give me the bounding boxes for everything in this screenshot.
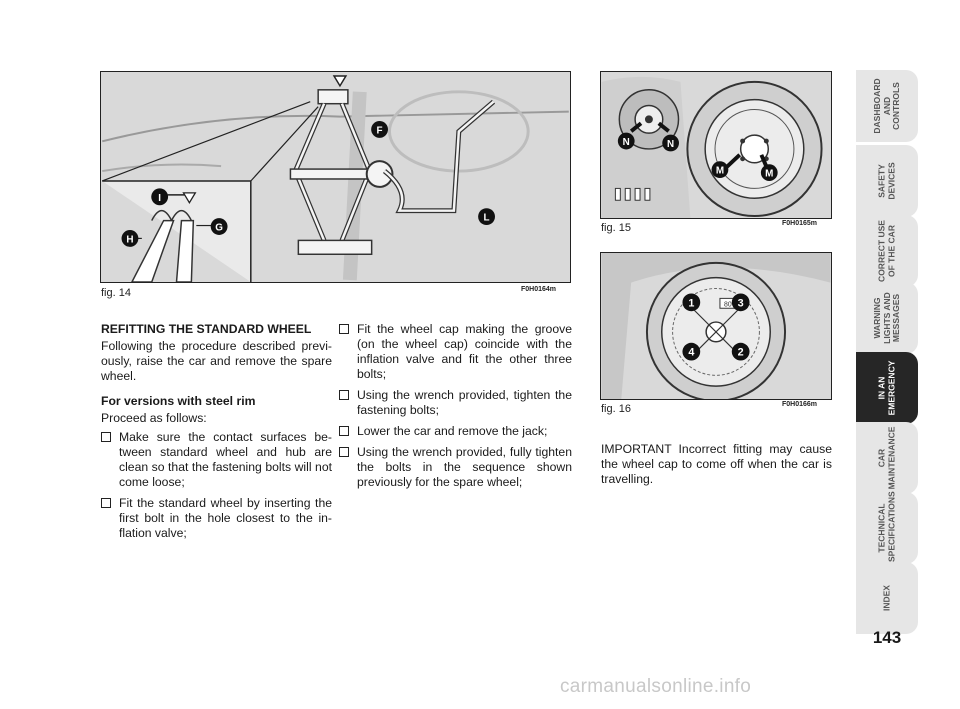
tab-in-an-emergency[interactable]: IN AN EMERGENCY bbox=[856, 352, 918, 424]
middle-column bbox=[339, 322, 572, 496]
callout-h: H bbox=[126, 234, 134, 246]
bolt-2-label: 2 bbox=[737, 346, 744, 359]
checkbox-bullet-icon bbox=[101, 432, 111, 442]
callout-g: G bbox=[215, 222, 223, 234]
bolt-sequence-illustration bbox=[601, 253, 831, 399]
fig-15-caption: fig. 15 bbox=[601, 222, 631, 234]
figure-15 bbox=[600, 71, 832, 219]
callout-m-right: M bbox=[765, 168, 774, 180]
important-note: IMPORTANT Incorrect fitting may cause the wheel cap to come off when the car is travelling. bbox=[601, 442, 832, 486]
fig-16-code: F0H0166m bbox=[782, 401, 818, 408]
watermark: carmanualsonline.info bbox=[560, 676, 752, 697]
callout-m-left: M bbox=[715, 165, 725, 177]
list-item: Fit the wheel cap making the groove (on the wheel cap) coincide with the inflation valve and fit the other three bolts; bbox=[339, 322, 572, 382]
figure-14 bbox=[100, 71, 571, 283]
fig-14-code: F0H0164m bbox=[521, 286, 557, 293]
callout-i: I bbox=[158, 192, 162, 204]
callout-f: F bbox=[376, 125, 383, 137]
tab-safety-devices[interactable]: SAFETY DEVICES bbox=[856, 145, 918, 217]
jack-illustration bbox=[101, 72, 570, 282]
bolt-1-label: 1 bbox=[688, 297, 695, 310]
figure-16 bbox=[600, 252, 832, 400]
callout-n-right: N bbox=[667, 138, 675, 150]
section-heading: REFITTING THE STANDARD WHEEL bbox=[101, 322, 312, 336]
checkbox-bullet-icon bbox=[339, 324, 349, 334]
hub-and-wheel-illustration bbox=[601, 72, 831, 218]
fig-15-code: F0H0165m bbox=[782, 220, 818, 227]
tab-index[interactable]: INDEX bbox=[856, 562, 918, 634]
bolt-3-label: 3 bbox=[737, 297, 744, 310]
bolt-4-label: 4 bbox=[688, 346, 695, 359]
tab-technical-specifications[interactable]: TECHNICAL SPECIFICATIONS bbox=[856, 492, 918, 564]
subheading: For versions with steel rim bbox=[101, 394, 256, 408]
proceed-text: Proceed as follows: bbox=[101, 411, 207, 425]
fig-16-caption: fig. 16 bbox=[601, 403, 631, 415]
intro-paragraph: Following the procedure described previ-ously, raise the car and remove the spare wheel. bbox=[101, 339, 332, 383]
list-item: Fit the standard wheel by inserting the first bolt in the hole closest to the in-flation valve; bbox=[101, 496, 332, 541]
list-item: Using the wrench provided, tighten the fastening bolts; bbox=[339, 388, 572, 418]
page-number: 143 bbox=[872, 628, 902, 647]
checkbox-bullet-icon bbox=[101, 498, 111, 508]
list-item: Lower the car and remove the jack; bbox=[339, 424, 572, 439]
tab-dashboard-and-controls[interactable]: DASHBOARD AND CONTROLS bbox=[856, 70, 918, 142]
speed-label: 80 bbox=[724, 301, 732, 309]
tab-warning-lights[interactable]: WARNING LIGHTS AND MESSAGES bbox=[856, 282, 918, 354]
left-column bbox=[101, 322, 332, 547]
callout-n-left: N bbox=[622, 137, 630, 148]
tab-correct-use[interactable]: CORRECT USE OF THE CAR bbox=[856, 215, 918, 287]
checkbox-bullet-icon bbox=[339, 390, 349, 400]
checkbox-bullet-icon bbox=[339, 426, 349, 436]
callout-l: L bbox=[483, 212, 490, 224]
checkbox-bullet-icon bbox=[339, 447, 349, 457]
list-item: Make sure the contact surfaces be-tween standard wheel and hub are clean so that the fastening bolts will not come loose; bbox=[101, 430, 332, 490]
tab-car-maintenance[interactable]: CAR MAINTENANCE bbox=[856, 422, 918, 494]
fig-14-caption: fig. 14 bbox=[101, 287, 131, 299]
right-column bbox=[601, 442, 832, 497]
list-item: Using the wrench provided, fully tighten the bolts in the sequence shown previously for the spare wheel; bbox=[339, 445, 572, 490]
